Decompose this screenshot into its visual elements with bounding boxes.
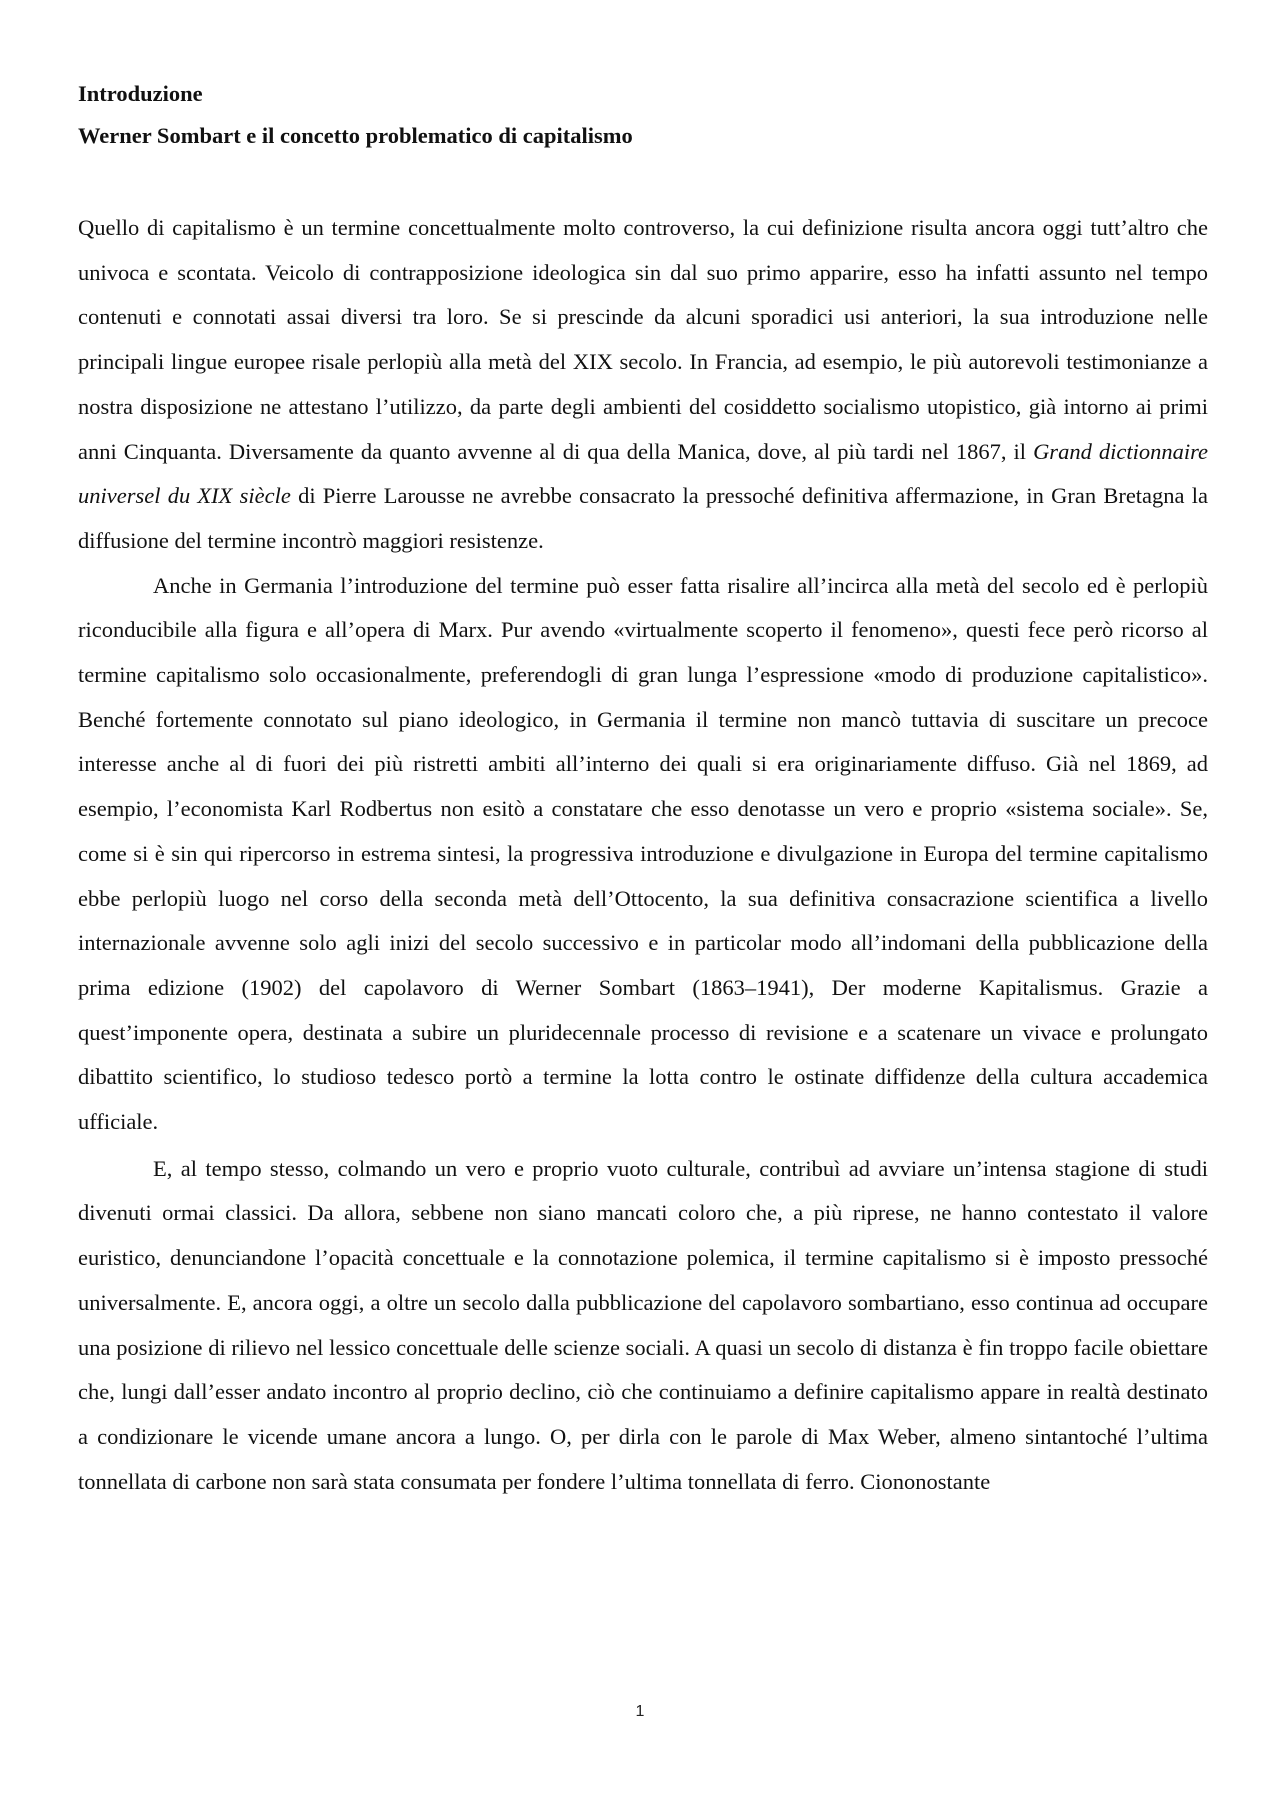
document-page — [78, 76, 1208, 1504]
paragraph-3: E, al tempo stesso, colmando un vero e proprio vuoto culturale, contribuì ad avviare un’intensa stagione di studi divenuti ormai classici. Da allora, sebbene non siano mancati coloro che, a più riprese, ne hanno contestato il valore euristico, denunciandone l’opacità concettuale e la connotazione polemica, il termine capitalismo si è imposto pressoché universalmente. E, ancora oggi, a oltre un secolo dalla pubblicazione del capolavoro sombartiano, esso continua ad occupare una posizione di rilievo nel lessico concettuale delle scienze sociali. A quasi un secolo di distanza è fin troppo facile obiettare che, lungi dall’esser andato incontro al proprio declino, ciò che continuiamo a definire capitalismo appare in realtà destinato a condizionare le vicende umane ancora a lungo. O, per dirla con le parole di Max Weber, almeno sintantoché l’ultima tonnellata di carbone non sarà stata consumata per fondere l’ultima tonnellata di ferro. Ciononostante — [78, 1155, 1208, 1494]
paragraph-1-text-a: Quello di capitalismo è un termine concettualmente molto controverso, la cui definizione risulta ancora oggi tutt’altro che univoca e scontata. Veicolo di contrapposizione ideologica sin dal suo primo apparire, esso ha infatti assunto nel tempo contenuti e connotati assai diversi tra loro. Se si prescinde da alcuni sporadici usi anteriori, la sua introduzione nelle principali lingue europee risale perlopiù alla metà del XIX secolo. In Francia, ad esempio, le più autorevoli testimonianze a nostra disposizione ne attestano l’utilizzo, da parte degli ambienti del cosiddetto socialismo utopistico, già intorno ai primi anni Cinquanta. Diversamente da quanto avvenne al di qua della Manica, dove, al più tardi nel 1867, il — [78, 215, 1208, 464]
chapter-title: Werner Sombart e il concetto problematico di capitalismo — [78, 123, 633, 148]
paragraph-1 — [78, 206, 1208, 564]
book-title-italic: Grand dictionnaire universel du XIX siècle — [78, 438, 1208, 509]
page-number: 1 — [635, 1703, 645, 1720]
document-body — [78, 206, 1208, 1504]
paragraph-1-text-b: di Pierre Larousse ne avrebbe consacrato la pressoché definitiva affermazione, in Gran Bretagna la diffusione del termine incontrò maggiori resistenze. — [78, 483, 1208, 553]
paragraph-2: Anche in Germania l’introduzione del termine può esser fatta risalire all’incirca alla metà del secolo ed è perlopiù riconducibile alla figura e all’opera di Marx. Pur avendo «virtualmente scoperto il fenomeno», questi fece però ricorso al termine capitalismo solo occasionalmente, preferendogli di gran lunga l’espressione «modo di produzione capitalistico». Benché fortemente connotato sul piano ideologico, in Germania il termine non mancò tuttavia di suscitare un precoce interesse anche al di fuori dei più ristretti ambiti all’interno dei quali si era originariamente diffuso. Già nel 1869, ad esempio, l’economista Karl Rodbertus non esitò a constatare che esso denotasse un vero e proprio «sistema sociale». Se, come si è sin qui ripercorso in estrema sintesi, la progressiva introduzione e divulgazione in Europa del termine capitalismo ebbe perlopiù luogo nel corso della seconda metà dell’Ottocento, la sua definitiva consacrazione scientifica a livello internazionale avvenne solo agli inizi del secolo successivo e in particolar modo all’indomani della pubblicazione della prima edizione (1902) del capolavoro di Werner Sombart (1863–1941), Der moderne Kapitalismus. Grazie a quest’imponente opera, destinata a subire un pluridecennale processo di revisione e a scatenare un vivace e prolungato dibattito scientifico, lo studioso tedesco portò a termine la lotta contro le ostinate diffidenze della cultura accademica ufficiale. — [78, 572, 1208, 1135]
section-heading: Introduzione — [78, 81, 203, 106]
